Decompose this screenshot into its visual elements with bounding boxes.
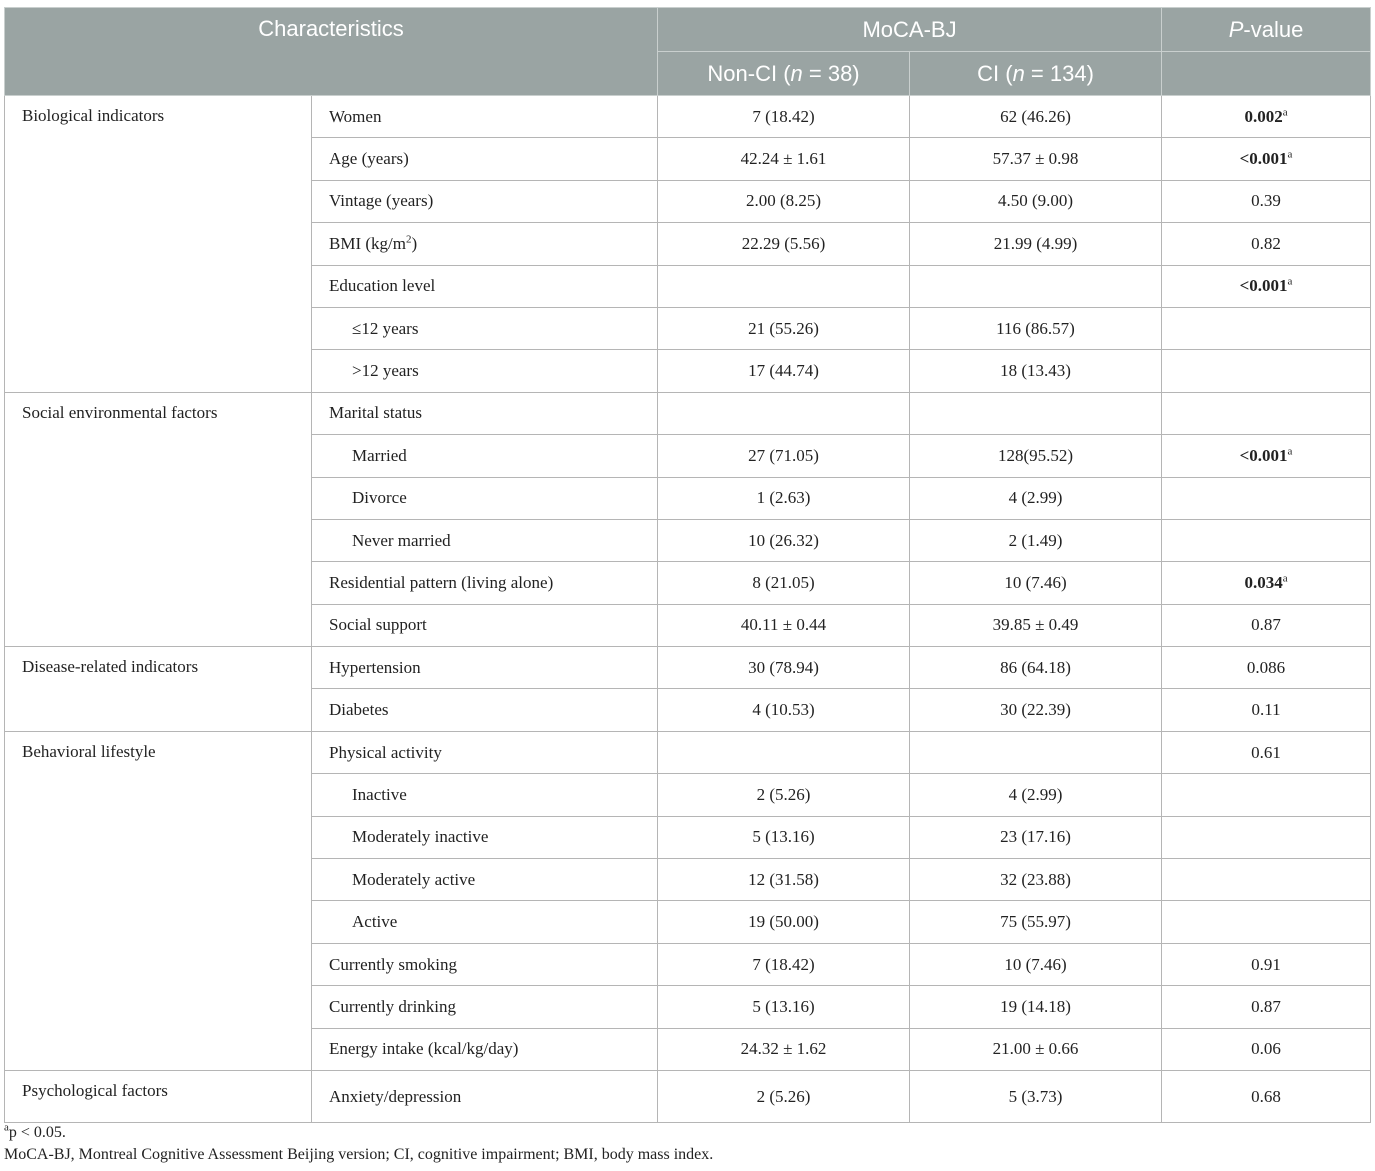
characteristic-text: ≤12 years xyxy=(352,318,419,338)
value-pvalue xyxy=(1162,943,1371,985)
pvalue-text: 0.91 xyxy=(1251,954,1281,974)
value-nonci: 21 (55.26) xyxy=(658,307,910,349)
value-nonci: 5 (13.16) xyxy=(658,986,910,1028)
footnote-abbreviations: MoCA-BJ, Montreal Cognitive Assessment Beijing version; CI, cognitive impairment; BMI, body mass index. xyxy=(4,1146,714,1163)
value-pvalue xyxy=(1162,519,1371,561)
value-ci: 4 (2.99) xyxy=(910,477,1162,519)
characteristic-text: Active xyxy=(352,912,398,932)
pvalue-text: 0.82 xyxy=(1251,233,1281,253)
value-pvalue xyxy=(1162,307,1371,349)
value-pvalue xyxy=(1162,96,1371,138)
value-pvalue xyxy=(1162,1028,1371,1070)
header-ci-post: = 134) xyxy=(1024,60,1094,86)
value-ci: 18 (13.43) xyxy=(910,350,1162,392)
characteristic-text: BMI (kg/m xyxy=(329,233,406,253)
value-ci xyxy=(910,392,1162,434)
value-pvalue xyxy=(1162,562,1371,604)
value-nonci: 8 (21.05) xyxy=(658,562,910,604)
pvalue-text: <0.001 xyxy=(1239,276,1288,296)
row-characteristic xyxy=(312,647,658,689)
header-nonci xyxy=(658,52,910,96)
value-pvalue xyxy=(1162,1070,1371,1122)
value-nonci: 2.00 (8.25) xyxy=(658,180,910,222)
value-ci: 5 (3.73) xyxy=(910,1070,1162,1122)
pvalue-text: 0.002 xyxy=(1244,106,1283,126)
value-nonci: 17 (44.74) xyxy=(658,350,910,392)
row-characteristic xyxy=(312,816,658,858)
characteristic-text: Physical activity xyxy=(329,742,442,762)
value-ci: 86 (64.18) xyxy=(910,647,1162,689)
value-pvalue xyxy=(1162,223,1371,265)
header-ci-pre: CI ( xyxy=(977,60,1013,86)
value-nonci: 7 (18.42) xyxy=(658,943,910,985)
characteristic-text: Married xyxy=(352,445,407,465)
value-nonci: 40.11 ± 0.44 xyxy=(658,604,910,646)
value-nonci: 30 (78.94) xyxy=(658,647,910,689)
value-nonci: 7 (18.42) xyxy=(658,96,910,138)
pvalue-text: 0.68 xyxy=(1251,1086,1281,1106)
row-characteristic xyxy=(312,774,658,816)
value-pvalue xyxy=(1162,986,1371,1028)
pvalue-significance-mark: a xyxy=(1287,445,1293,458)
row-characteristic xyxy=(312,477,658,519)
characteristic-text: Women xyxy=(329,106,382,126)
row-group-label: Psychological factors xyxy=(5,1070,312,1122)
characteristic-tail: ) xyxy=(411,233,418,253)
table-row xyxy=(5,1070,1371,1122)
row-characteristic xyxy=(312,604,658,646)
table-header xyxy=(5,8,1371,96)
characteristic-text: Divorce xyxy=(352,488,407,508)
table-row xyxy=(5,96,1371,138)
header-pvalue-italic: P xyxy=(1228,16,1244,42)
characteristic-text: Marital status xyxy=(329,403,423,423)
characteristic-text: Moderately inactive xyxy=(352,827,489,847)
row-characteristic xyxy=(312,859,658,901)
header-characteristics: Characteristics xyxy=(5,8,658,96)
value-ci: 21.99 (4.99) xyxy=(910,223,1162,265)
value-pvalue xyxy=(1162,689,1371,731)
row-characteristic xyxy=(312,350,658,392)
value-nonci: 22.29 (5.56) xyxy=(658,223,910,265)
row-characteristic xyxy=(312,562,658,604)
value-ci: 30 (22.39) xyxy=(910,689,1162,731)
value-ci: 23 (17.16) xyxy=(910,816,1162,858)
value-ci: 21.00 ± 0.66 xyxy=(910,1028,1162,1070)
pvalue-text: 0.086 xyxy=(1246,657,1286,677)
value-nonci: 27 (71.05) xyxy=(658,435,910,477)
row-characteristic xyxy=(312,265,658,307)
value-ci: 4 (2.99) xyxy=(910,774,1162,816)
characteristic-text: Residential pattern (living alone) xyxy=(329,572,554,592)
value-ci: 10 (7.46) xyxy=(910,943,1162,985)
value-pvalue xyxy=(1162,392,1371,434)
characteristic-text: Age (years) xyxy=(329,149,409,169)
value-ci: 116 (86.57) xyxy=(910,307,1162,349)
value-pvalue xyxy=(1162,350,1371,392)
value-pvalue xyxy=(1162,901,1371,943)
row-characteristic xyxy=(312,901,658,943)
pvalue-significance-mark: a xyxy=(1287,275,1293,288)
value-ci: 128(95.52) xyxy=(910,435,1162,477)
pvalue-text: 0.61 xyxy=(1251,742,1281,762)
header-nonci-post: = 38) xyxy=(802,60,860,86)
pvalue-text: <0.001 xyxy=(1239,445,1288,465)
header-ci-n: n xyxy=(1012,60,1025,86)
header-nonci-n: n xyxy=(790,60,803,86)
pvalue-text: <0.001 xyxy=(1239,149,1288,169)
pvalue-text: 0.87 xyxy=(1251,996,1281,1016)
row-characteristic xyxy=(312,96,658,138)
pvalue-text: 0.87 xyxy=(1251,615,1281,635)
header-moca: MoCA-BJ xyxy=(658,8,1162,52)
row-group-label: Biological indicators xyxy=(5,96,312,393)
value-nonci: 2 (5.26) xyxy=(658,774,910,816)
table-row xyxy=(5,647,1371,689)
value-ci: 75 (55.97) xyxy=(910,901,1162,943)
value-pvalue xyxy=(1162,859,1371,901)
characteristic-text: Diabetes xyxy=(329,700,389,720)
row-characteristic xyxy=(312,392,658,434)
value-ci: 19 (14.18) xyxy=(910,986,1162,1028)
characteristic-superscript: 2 xyxy=(405,233,412,246)
header-pvalue xyxy=(1162,8,1371,52)
characteristic-text: Anxiety/depression xyxy=(329,1086,462,1106)
table-row xyxy=(5,392,1371,434)
value-nonci: 10 (26.32) xyxy=(658,519,910,561)
header-pvalue-blank xyxy=(1162,52,1371,96)
footnote-significance xyxy=(4,1122,713,1144)
pvalue-significance-mark: a xyxy=(1282,106,1288,119)
characteristic-text: Currently smoking xyxy=(329,954,457,974)
value-nonci xyxy=(658,265,910,307)
table-body xyxy=(5,96,1371,1123)
row-group-label: Social environmental factors xyxy=(5,392,312,646)
value-nonci: 2 (5.26) xyxy=(658,1070,910,1122)
row-characteristic xyxy=(312,1028,658,1070)
value-pvalue xyxy=(1162,435,1371,477)
value-nonci xyxy=(658,731,910,773)
footnote-sig-sup: a xyxy=(4,1121,9,1134)
characteristic-text: Vintage (years) xyxy=(329,191,434,211)
header-pvalue-rest: -value xyxy=(1243,16,1304,42)
value-pvalue xyxy=(1162,138,1371,180)
value-nonci: 1 (2.63) xyxy=(658,477,910,519)
row-group-label: Behavioral lifestyle xyxy=(5,731,312,1070)
value-pvalue xyxy=(1162,180,1371,222)
pvalue-text: 0.034 xyxy=(1244,572,1283,592)
value-pvalue xyxy=(1162,647,1371,689)
value-pvalue xyxy=(1162,477,1371,519)
row-characteristic xyxy=(312,223,658,265)
row-group-label: Disease-related indicators xyxy=(5,647,312,732)
characteristic-text: Currently drinking xyxy=(329,996,457,1016)
value-nonci: 12 (31.58) xyxy=(658,859,910,901)
characteristic-text: Social support xyxy=(329,615,427,635)
value-ci: 32 (23.88) xyxy=(910,859,1162,901)
row-characteristic xyxy=(312,1070,658,1122)
pvalue-text: 0.11 xyxy=(1251,700,1281,720)
value-nonci: 24.32 ± 1.62 xyxy=(658,1028,910,1070)
characteristic-text: Hypertension xyxy=(329,657,421,677)
value-pvalue xyxy=(1162,774,1371,816)
row-characteristic xyxy=(312,689,658,731)
value-nonci: 4 (10.53) xyxy=(658,689,910,731)
pvalue-significance-mark: a xyxy=(1287,148,1293,161)
value-pvalue xyxy=(1162,604,1371,646)
value-nonci: 42.24 ± 1.61 xyxy=(658,138,910,180)
characteristic-text: Moderately active xyxy=(352,869,476,889)
value-pvalue xyxy=(1162,731,1371,773)
value-ci: 62 (46.26) xyxy=(910,96,1162,138)
value-ci: 39.85 ± 0.49 xyxy=(910,604,1162,646)
row-characteristic xyxy=(312,943,658,985)
characteristic-text: >12 years xyxy=(352,361,419,381)
row-characteristic xyxy=(312,307,658,349)
value-ci: 2 (1.49) xyxy=(910,519,1162,561)
characteristic-text: Energy intake (kcal/kg/day) xyxy=(329,1039,519,1059)
value-ci: 4.50 (9.00) xyxy=(910,180,1162,222)
row-characteristic xyxy=(312,138,658,180)
value-pvalue xyxy=(1162,265,1371,307)
footnote-sig-text: p < 0.05. xyxy=(8,1124,66,1141)
value-nonci: 19 (50.00) xyxy=(658,901,910,943)
pvalue-significance-mark: a xyxy=(1282,572,1288,585)
row-characteristic xyxy=(312,731,658,773)
pvalue-text: 0.06 xyxy=(1251,1039,1281,1059)
value-ci: 10 (7.46) xyxy=(910,562,1162,604)
characteristics-table xyxy=(4,7,1371,1123)
characteristic-text: Inactive xyxy=(352,784,407,804)
row-characteristic xyxy=(312,519,658,561)
table-footnotes xyxy=(4,1122,713,1166)
characteristic-text: Education level xyxy=(329,276,436,296)
header-ci xyxy=(910,52,1162,96)
row-characteristic xyxy=(312,435,658,477)
table-row xyxy=(5,731,1371,773)
value-nonci xyxy=(658,392,910,434)
value-pvalue xyxy=(1162,816,1371,858)
value-ci: 57.37 ± 0.98 xyxy=(910,138,1162,180)
row-characteristic xyxy=(312,986,658,1028)
value-ci xyxy=(910,265,1162,307)
row-characteristic xyxy=(312,180,658,222)
header-nonci-pre: Non-CI ( xyxy=(707,60,791,86)
value-nonci: 5 (13.16) xyxy=(658,816,910,858)
pvalue-text: 0.39 xyxy=(1251,191,1281,211)
characteristic-text: Never married xyxy=(352,530,451,550)
value-ci xyxy=(910,731,1162,773)
